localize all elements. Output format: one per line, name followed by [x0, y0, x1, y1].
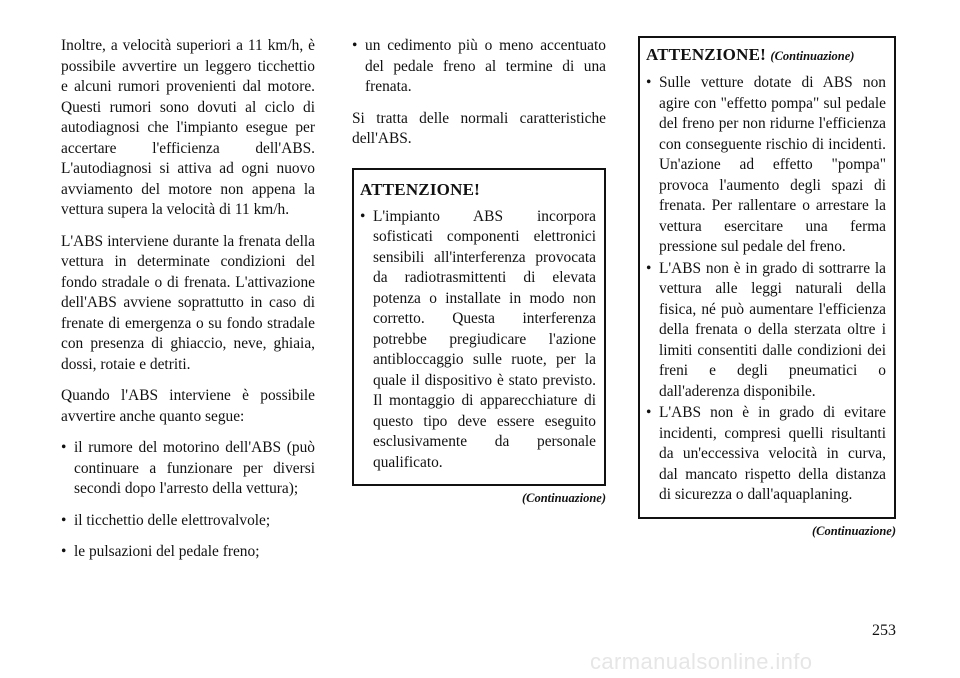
list-item: • il ticchettio delle elettrovalvole; — [61, 511, 315, 532]
warning-title: ATTENZIONE! — [360, 179, 480, 199]
continuation-note: (Continuazione) — [521, 491, 606, 505]
abs-effects-list — [61, 438, 315, 563]
abs-effects-list-continued — [352, 36, 606, 98]
column-middle — [352, 36, 606, 506]
paragraph-abs-intervention: L'ABS interviene durante la frenata della vettura in determinate condizioni del fondo stradale o di frenata. L'attivazione dell'ABS avviene soprattutto in caso di frenate di emergenza o su fondo stradale con presenza di ghiaccio, neve, ghiaia, dossi, rotaie e detriti. — [61, 232, 315, 373]
warning-title — [646, 44, 886, 67]
warning-list — [360, 207, 596, 474]
list-item: • il rumore del motorino dell'ABS (può continuare a funzionare per diversi secondi dopo l'arresto della vettura); — [61, 438, 315, 500]
column-right — [638, 36, 896, 539]
warning-item: • Sulle vetture dotate di ABS non agire con "effetto pompa" sul pedale del freno per non ridurne l'efficienza con conseguente rischio di incidenti. Un'azione ad effetto "pompa" provoca l'aumento degli spazi di frenata. Per rallentare o arrestare la vettura esercitare una ferma pressione sul pedale del freno. — [646, 73, 886, 258]
warning-title-text: ATTENZIONE! — [646, 45, 766, 64]
paragraph-normal-abs: Si tratta delle normali caratteristiche dell'ABS. — [352, 109, 606, 147]
warning-item: • L'impianto ABS incorpora sofisticati componenti elettronici sensibili all'interferenza provocata da radiotrasmittenti di elevata potenza o installate in modo non corretto. Questa interferenza potrebbe pregiudicare l'azione antibloccaggio sulle ruote, per la quale il dispositivo è stato previsto. Il montaggio di apparecchiature di questo tipo deve essere eseguito esclusivamente da personale qualificato. — [360, 207, 596, 474]
column-left — [61, 36, 315, 574]
warning-box — [352, 168, 606, 487]
warning-item: • L'ABS non è in grado di sottrarre la vettura alle leggi naturali della fisica, né può aumentare l'efficienza della frenata o della sterzata oltre i limiti consentiti dalle condizioni dei freni e degli pneumatici o dall'aderenza disponibile. — [646, 259, 886, 403]
paragraph-abs-effects-intro: Quando l'ABS interviene è possibile avvertire anche quanto segue: — [61, 387, 315, 425]
continuation-note: (Continuazione) — [811, 523, 896, 538]
warning-title-continuation: (Continuazione) — [770, 49, 855, 63]
page-number: 253 — [872, 622, 896, 639]
warning-box-continued — [638, 36, 896, 519]
warning-item: • L'ABS non è in grado di evitare incidenti, compresi quelli risultanti da un'eccessiva velocità in curva, dal mancato rispetto della distanza di sicurezza o dall'aquaplaning. — [646, 403, 886, 506]
watermark: carmanualsonline.info — [590, 649, 813, 674]
list-item: • le pulsazioni del pedale freno; — [61, 542, 315, 563]
warning-list — [646, 73, 886, 506]
list-item: • un cedimento più o meno accentuato del pedale freno al termine di una frenata. — [352, 36, 606, 98]
paragraph-self-diagnosis: Inoltre, a velocità superiori a 11 km/h, è possibile avvertire un leggero ticchettio e alcuni rumori provenienti dal motore. Questi rumori sono dovuti al ciclo di autodiagnosi che l'impianto esegue per accertare l'efficienza dell'ABS. L'autodiagnosi si attiva ad ogni nuovo avviamento del motore non appena la vettura supera la velocità di 11 km/h. — [61, 37, 315, 218]
